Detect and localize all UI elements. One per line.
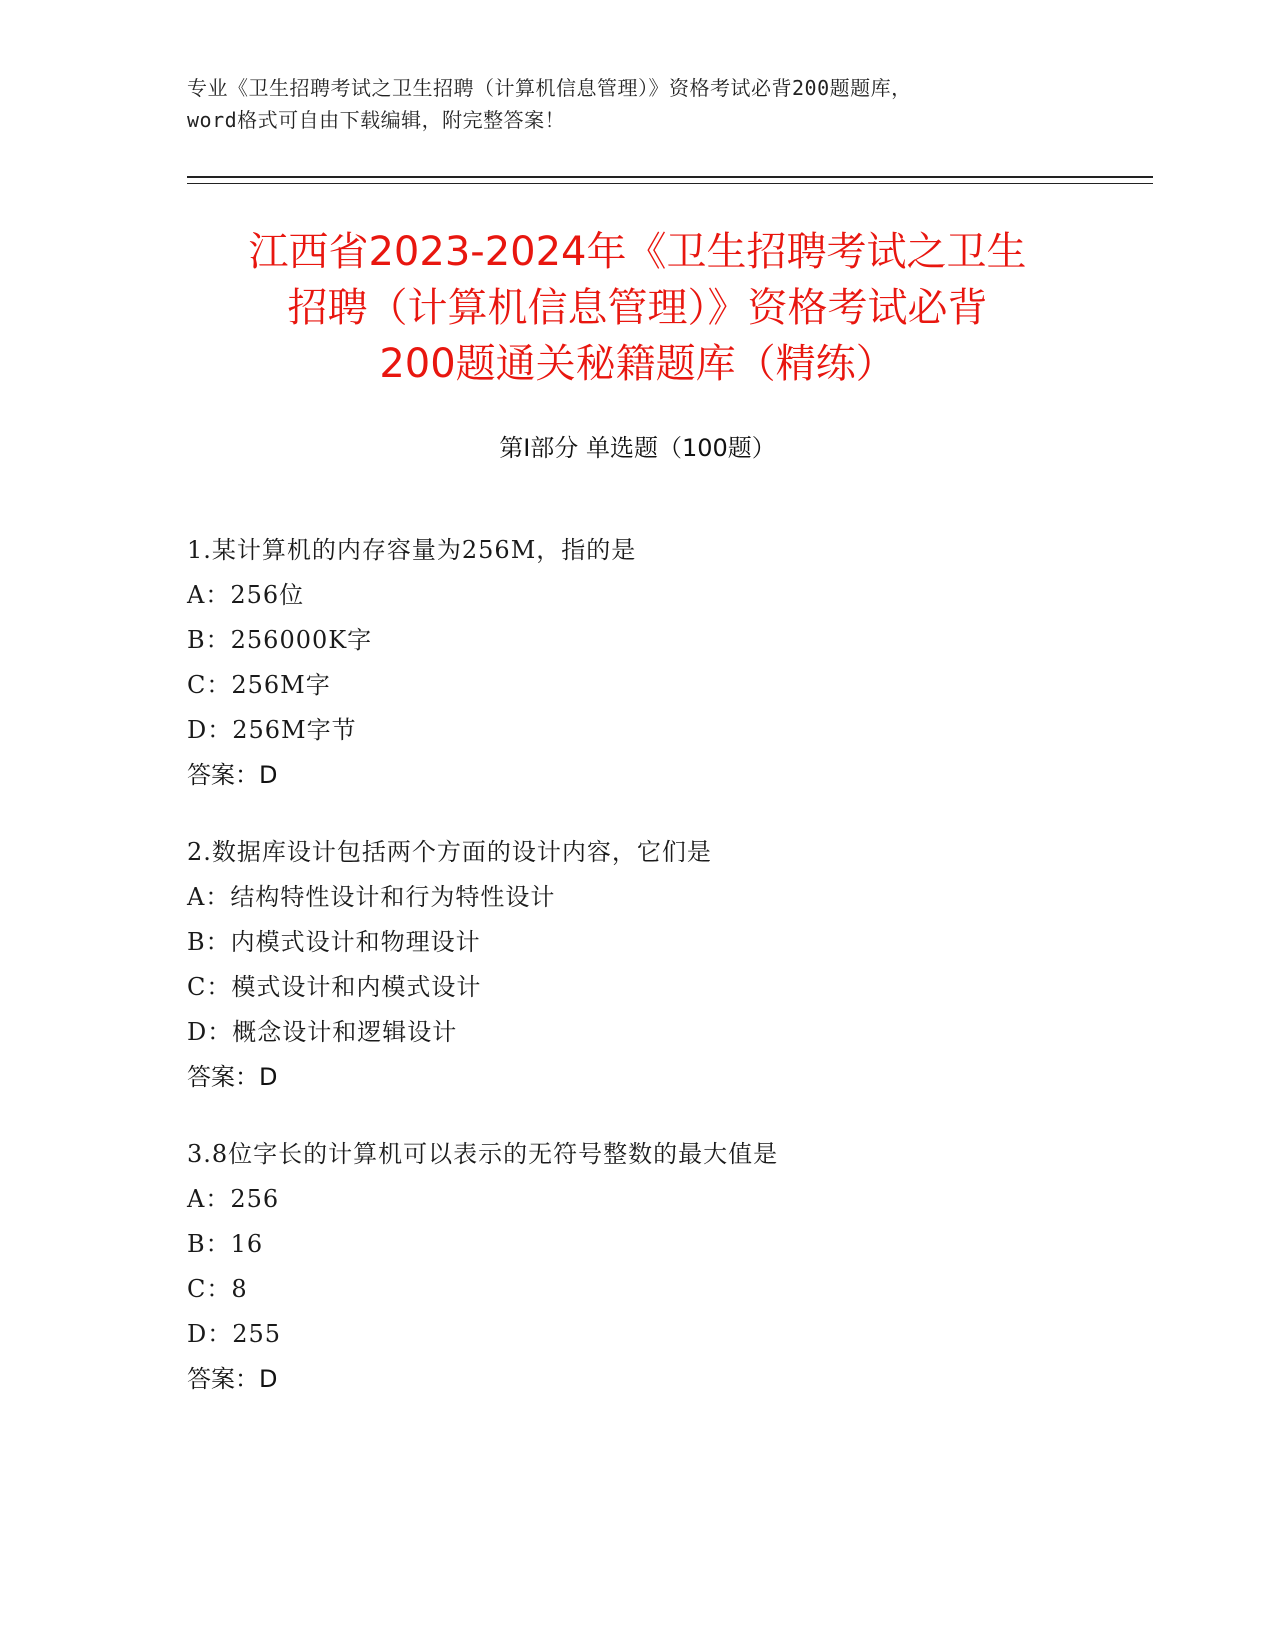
header-divider-thin xyxy=(187,183,1153,184)
question-stem: 2.数据库设计包括两个方面的设计内容，它们是 xyxy=(187,838,712,866)
document-title xyxy=(170,224,1105,392)
header-note-line: word格式可自由下载编辑，附完整答案！ xyxy=(187,108,566,132)
answer-line: 答案：D xyxy=(187,761,278,789)
option-a: A：256位 xyxy=(187,581,305,609)
option-c: C：8 xyxy=(187,1275,248,1303)
header-note-line: 专业《卫生招聘考试之卫生招聘（计算机信息管理）》资格考试必背200题题库， xyxy=(187,76,912,100)
option-d: D：概念设计和逻辑设计 xyxy=(187,1018,458,1046)
question-item xyxy=(187,528,1137,798)
question-stem: 3.8位字长的计算机可以表示的无符号整数的最大值是 xyxy=(187,1140,779,1168)
section-heading: 第Ⅰ部分 单选题（100题） xyxy=(499,434,776,462)
header-note xyxy=(187,72,1087,136)
answer-line: 答案：D xyxy=(187,1063,278,1091)
option-a: A：结构特性设计和行为特性设计 xyxy=(187,883,556,911)
question-item xyxy=(187,830,1137,1100)
title-line: 招聘（计算机信息管理）》资格考试必背 xyxy=(287,285,988,331)
option-b: B：256000K字 xyxy=(187,626,373,654)
option-b: B：16 xyxy=(187,1230,264,1258)
answer-line: 答案：D xyxy=(187,1365,278,1393)
option-d: D：256M字节 xyxy=(187,716,357,744)
question-item xyxy=(187,1132,1137,1402)
option-d: D：255 xyxy=(187,1320,282,1348)
option-a: A：256 xyxy=(187,1185,280,1213)
title-line: 江西省2023-2024年《卫生招聘考试之卫生 xyxy=(248,229,1027,275)
question-stem: 1.某计算机的内存容量为256M，指的是 xyxy=(187,536,637,564)
header-divider-thick xyxy=(187,176,1153,178)
title-line: 200题通关秘籍题库（精练） xyxy=(379,341,896,387)
question-list xyxy=(187,528,1137,1434)
option-b: B：内模式设计和物理设计 xyxy=(187,928,481,956)
option-c: C：256M字 xyxy=(187,671,331,699)
option-c: C：模式设计和内模式设计 xyxy=(187,973,482,1001)
